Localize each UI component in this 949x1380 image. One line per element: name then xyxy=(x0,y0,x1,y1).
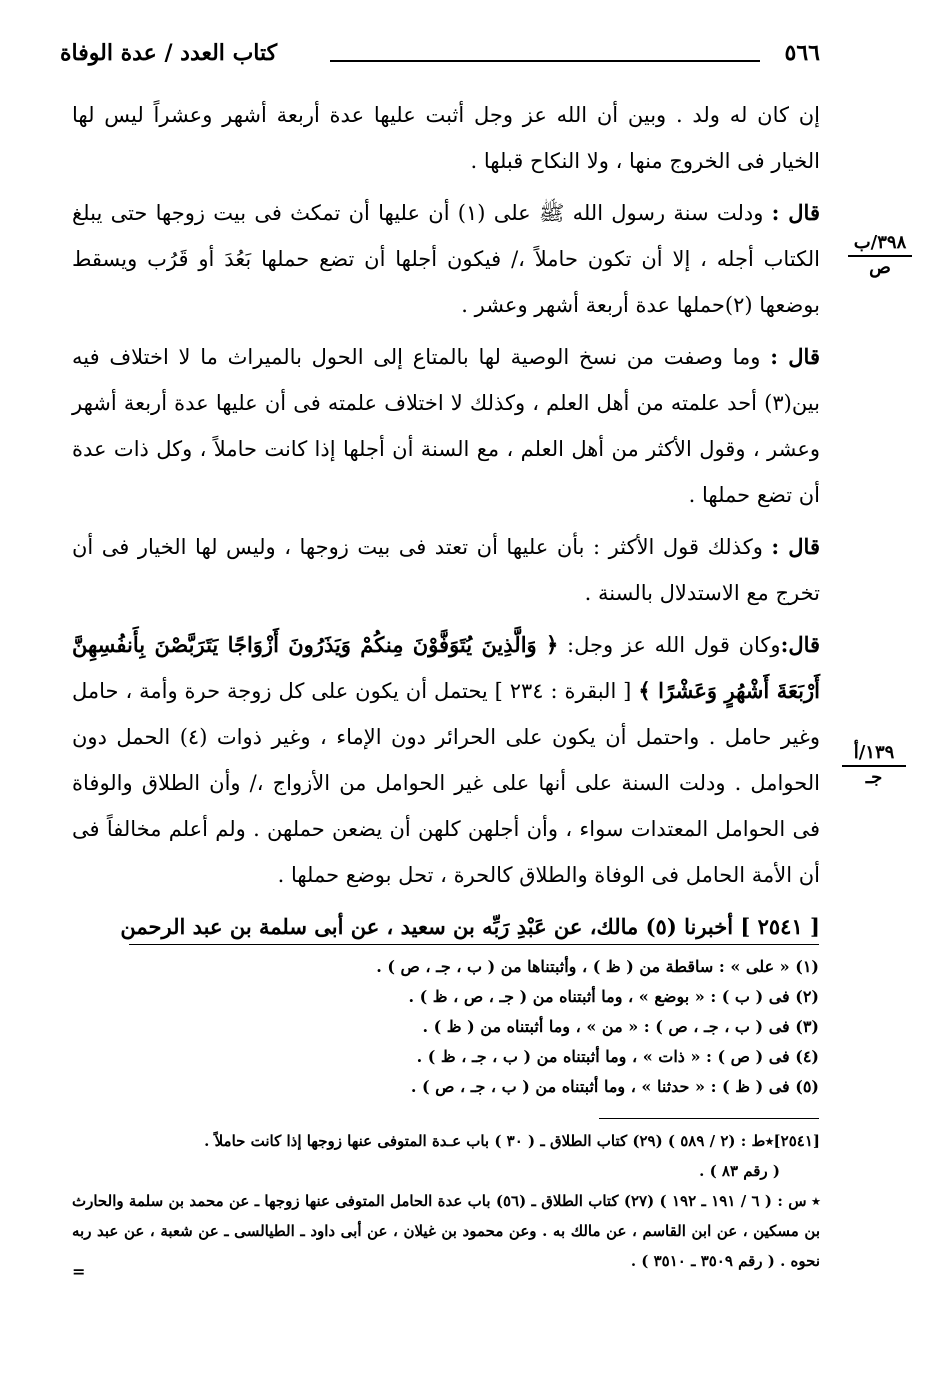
page-header xyxy=(60,40,820,80)
paragraph xyxy=(72,524,820,616)
paragraph-lead: قال : xyxy=(770,344,820,369)
source-note-cont: ( رقم ٨٣ ) . xyxy=(699,1162,780,1180)
footnote: (٤) فى ( ص ) : « ذات » ، وما أثبتناه من ( ب ، جـ ، ظ ) . xyxy=(416,1047,819,1066)
paragraph xyxy=(72,622,820,898)
paragraph-text: إن كان له ولد . وبين أن الله عز وجل أثبت عليها عدة أربعة أشهر وعشراً ليس لها الخيار فى الخروج منها ، ولا النكاح قبلها . xyxy=(72,103,820,173)
paragraph xyxy=(72,190,820,328)
hadith-entry: [ ٢٥٤١ ] أخبرنا (٥) مالك، عن عَبْدِ رَبِّه بن سعيد ، عن أبى سلمة بن عبد الرحمن xyxy=(120,914,820,939)
paragraph-lead: قال : xyxy=(771,200,820,225)
paragraph-intro: وكان قول الله عز وجل: xyxy=(567,633,781,657)
margin-note-manuscript-2 xyxy=(842,742,906,788)
footnote: (١) « على » : ساقطة من ( ظ ) ، وأثبتناها من ( ب ، جـ ، ص ) . xyxy=(376,957,819,976)
paragraph-lead: قال : xyxy=(771,534,820,559)
footnote: (٢) فى ( ب ) : « بوضع » ، وما أثبتناه من ( جـ ، ص ، ظ ) . xyxy=(408,987,819,1006)
margin-note-folio: ٣٩٨/ب xyxy=(848,232,912,257)
main-text xyxy=(72,92,820,956)
source-notes xyxy=(72,1126,820,1276)
paragraph-text: وكذلك قول الأكثر : بأن عليها أن تعتد فى بيت زوجها ، وليس لها الخيار فى أن تخرج مع الاستدلال بالسنة . xyxy=(72,535,820,605)
margin-note-siglum: جـ xyxy=(865,767,883,788)
sources-divider xyxy=(599,1118,819,1119)
paragraph-text: وما وصفت من نسخ الوصية لها بالمتاع إلى الحول بالميراث ما لا اختلاف فيه بين(٣) أحد علمته من أهل العلم ، وكذلك لا اختلاف علمته فى أن عليها عدة أربعة أشهر وعشر ، وقول الأكثر من أهل العلم ، مع السنة أن أجلها إذا كانت حاملاً ، وكل ذات عدة أن تضع حملها . xyxy=(72,345,820,507)
header-rule xyxy=(330,60,760,62)
continuation-mark: = xyxy=(72,1262,86,1281)
paragraph-text: ودلت سنة رسول الله ﷺ على (١) أن عليها أن تمكث فى بيت زوجها حتى يبلغ الكتاب أجله ، إلا أن تكون حاملاً ،/ فيكون أجلها أن تضع حملها بَعُدَ أو قَرُب ويسقط بوضعها (٢)حملها عدة أربعة أشهر وعشر . xyxy=(72,201,820,317)
page-number: ٥٦٦ xyxy=(784,40,820,66)
footnote-divider xyxy=(129,944,819,945)
footnote: (٣) فى ( ب ، جـ ، ص ) : « من » ، وما أثبتناه من ( ظ ) . xyxy=(422,1017,819,1036)
paragraph-text: [ البقرة : ٢٣٤ ] يحتمل أن يكون على كل زوجة حرة وأمة ، حامل وغير حامل . واحتمل أن يكون على الحرائر دون الإماء ، وغير ذوات (٤) الحمل دون الحوامل . ودلت السنة على أنها على غير الحوامل من الأزواج ،/ وأن الطلاق والوفاة فى الحوامل المعتدات سواء ، وأن أجلهن كلهن أن يضعن حملهن . ولم أعلم مخالفاً فى أن الأمة الحامل فى الوفاة والطلاق كالحرة ، تحل بوضع حملها . xyxy=(72,679,820,887)
source-note: ٭ س : ( ٦ / ١٩١ ـ ١٩٢ ) (٢٧) كتاب الطلاق ـ (٥٦) باب عدة الحامل المتوفى عنها زوجها ـ عن محمد بن سلمة والحارث بن مسكين ، عن ابن القاسم ، عن مالك به . وعن محمود بن غيلان ، عن أبى داود ـ الطيالسى ـ عن شعبة ، عن عبد ربه نحوه . ( رقم ٣٥٠٩ ـ ٣٥١٠ ) . xyxy=(72,1192,821,1270)
running-title: كتاب العدد / عدة الوفاة xyxy=(60,40,278,66)
margin-note-folio: ١٣٩/أ xyxy=(842,742,906,767)
footnote: (٥) فى ( ظ ) : « حدثنا » ، وما أثبتناه من ( ب ، جـ ، ص ) . xyxy=(410,1077,819,1096)
margin-note-siglum: ص xyxy=(869,257,891,278)
source-note: [٢٥٤١]٭ط : (٢ / ٥٨٩ ) (٢٩) كتاب الطلاق ـ ( ٣٠ ) باب عـدة المتوفى عنها زوجها إذا كانت حاملاً . xyxy=(204,1132,820,1150)
paragraph xyxy=(72,92,820,184)
footnotes xyxy=(129,952,819,1102)
margin-note-manuscript-1 xyxy=(848,232,912,278)
quran-verse: ﴿ وَالَّذِينَ يُتَوَفَّوْنَ مِنكُمْ وَيَذَرُونَ أَزْوَاجًا يَتَرَبَّصْنَ بِأَنفُسِهِنَّ أَرْبَعَةَ أَشْهُرٍ وَعَشْرًا ﴾ xyxy=(72,632,820,703)
paragraph xyxy=(72,334,820,518)
paragraph-lead: قال: xyxy=(780,632,821,657)
